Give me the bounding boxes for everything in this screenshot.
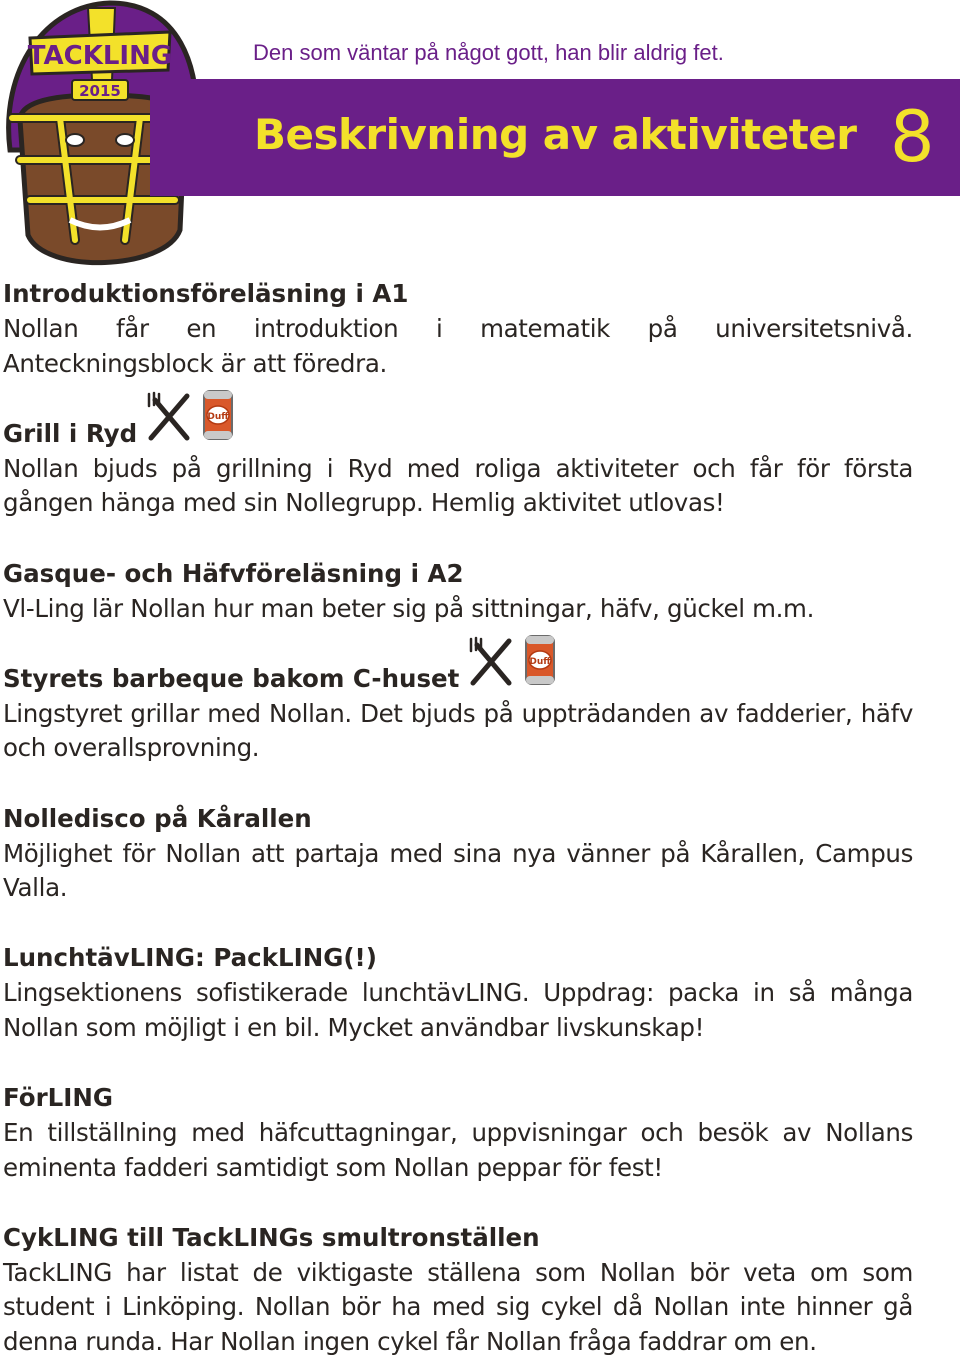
activity-title: Introduktionsföreläsning i A1 xyxy=(3,279,409,308)
activity-item xyxy=(3,556,913,627)
activity-description: Nollan bjuds på grillning i Ryd med roliga aktiviteter och får för första gången hänga med sin Nollegrupp. Hemlig aktivitet utlovas! xyxy=(3,453,913,518)
fork-knife-icon xyxy=(465,635,517,687)
activity-title: Grill i Ryd Duff xyxy=(3,416,913,452)
activity-description: Vl-Ling lär Nollan hur man beter sig på sittningar, häfv, gückel m.m. xyxy=(3,593,815,623)
fork-knife-icon xyxy=(143,390,195,442)
activity-title: LunchtävLING: PackLING(!) xyxy=(3,943,377,973)
activity-item xyxy=(3,1220,913,1360)
page-number: 8 xyxy=(890,96,935,178)
beer-can-icon xyxy=(201,388,235,442)
activity-item xyxy=(3,801,913,906)
beer-can-label: Duff xyxy=(207,411,229,422)
activity-description: En tillställning med häfcuttagningar, uppvisningar och besök av Nollans eminenta fadderi samtidigt som Nollan peppar för fest! xyxy=(3,1118,913,1182)
activity-item xyxy=(3,276,913,381)
activity-description: Lingstyret grillar med Nollan. Det bjuds på uppträdanden av fadderier, häfv och overallsprovning. xyxy=(3,698,913,763)
beer-can-icon xyxy=(523,633,557,687)
logo-year: 2015 xyxy=(79,82,121,100)
activity-item xyxy=(3,1080,913,1185)
activity-list xyxy=(3,276,913,1360)
beer-can-label: Duff xyxy=(529,656,551,667)
activity-item xyxy=(3,940,913,1045)
page-title: Beskrivning av aktiviteter xyxy=(254,110,857,159)
activity-item xyxy=(3,411,913,521)
activity-title: Gasque- och Häfvföreläsning i A2 xyxy=(3,558,464,588)
activity-title: FörLING xyxy=(3,1083,113,1113)
activity-title: Styrets barbeque bakom C-huset Duff xyxy=(3,661,913,697)
activity-title: Nolledisco på Kårallen xyxy=(3,803,312,833)
activity-description: Nollan får en introduktion i matematik på universitetsnivå. Anteckningsblock är att föredra. xyxy=(3,314,913,378)
motto: Den som väntar på något gott, han blir aldrig fet. xyxy=(253,40,724,65)
activity-description: TackLING har listat de viktigaste ställena som Nollan bör veta om som student i Linköping. Nollan bör ha med sig cykel då Nollan inte hinner gå denna runda. Har Nollan ingen cykel får Nollan fråga faddrar om en. xyxy=(3,1257,913,1357)
activity-item xyxy=(3,656,913,766)
activity-title: CykLING till TackLINGs smultronställen xyxy=(3,1222,540,1252)
activity-description: Lingsektionens sofistikerade lunchtävLING. Uppdrag: packa in så många Nollan som möjligt i en bil. Mycket användbar livskunskap! xyxy=(3,978,913,1042)
logo-text: TACKLING xyxy=(27,41,173,71)
activity-description: Möjlighet för Nollan att partaja med sina nya vänner på Kårallen, Campus Valla. xyxy=(3,838,913,903)
